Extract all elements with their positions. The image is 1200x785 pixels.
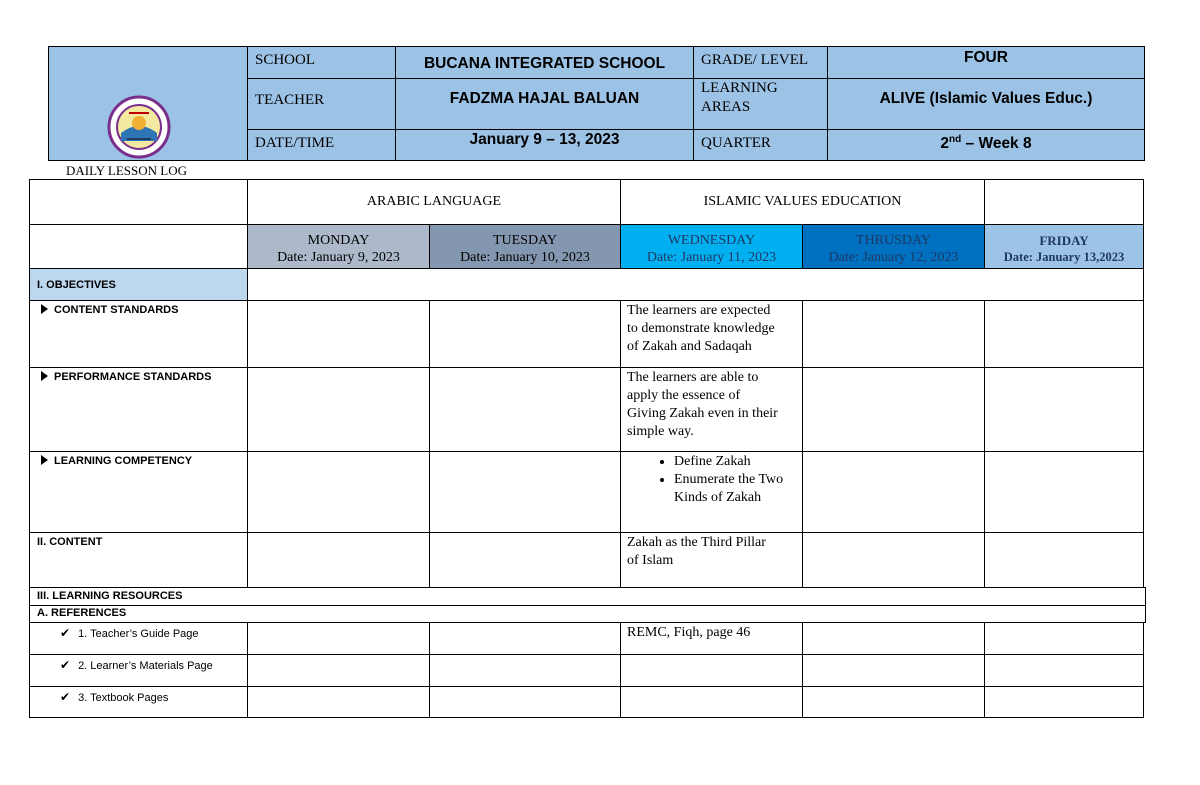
content-line: of Islam — [627, 553, 674, 568]
checkmark-icon: ✔ — [60, 690, 71, 704]
tb-friday — [984, 686, 1144, 718]
content-label: II. CONTENT — [29, 532, 248, 588]
ps-line: apply the essence of — [627, 388, 741, 403]
tb-monday — [247, 686, 430, 718]
school-value: BUCANA INTEGRATED SCHOOL — [395, 46, 694, 79]
cs-wednesday — [620, 300, 803, 368]
tb-thursday — [802, 686, 985, 718]
tg-thursday — [802, 622, 985, 655]
day-thursday-name: THRUSDAY — [856, 233, 931, 248]
performance-standards-label — [29, 367, 248, 453]
school-seal-icon — [107, 95, 171, 159]
day-friday — [984, 224, 1144, 269]
day-friday-date: Date: January 13,2023 — [1003, 250, 1125, 264]
content-line: Zakah as the Third Pillar — [627, 535, 766, 550]
date-label: DATE/TIME — [247, 129, 396, 161]
competency-item: • Define Zakah — [674, 453, 802, 471]
learning-areas-label-line2: AREAS — [701, 99, 751, 115]
ps-wednesday — [620, 367, 803, 453]
teacher-value: FADZMA HAJAL BALUAN — [395, 78, 694, 130]
cs-monday — [247, 300, 430, 368]
cs-friday — [984, 300, 1144, 368]
cs-thursday — [802, 300, 985, 368]
cs-line: The learners are expected — [627, 303, 771, 318]
lc-thursday — [802, 451, 985, 534]
competency-list — [621, 453, 802, 489]
teachers-guide-text: 1. Teacher’s Guide Page — [78, 628, 199, 640]
lm-friday — [984, 654, 1144, 687]
lm-monday — [247, 654, 430, 687]
lc-monday — [247, 451, 430, 534]
cs-line: to demonstrate knowledge — [627, 321, 775, 336]
cs-line: of Zakah and Sadaqah — [627, 339, 752, 354]
ct-wednesday — [620, 532, 803, 588]
learners-materials-label — [29, 654, 248, 687]
references-heading: A. REFERENCES — [29, 605, 1146, 623]
tg-friday — [984, 622, 1144, 655]
day-monday-name: MONDAY — [307, 233, 370, 248]
checkmark-icon: ✔ — [60, 626, 71, 640]
learning-areas-label-line1: LEARNING — [701, 80, 778, 96]
tg-tuesday — [429, 622, 621, 655]
quarter-suffix: nd — [949, 134, 962, 145]
corner-cell — [29, 179, 248, 225]
tb-wednesday — [620, 686, 803, 718]
day-monday-date: Date: January 9, 2023 — [277, 250, 400, 265]
subject-empty — [984, 179, 1144, 225]
ps-tuesday — [429, 367, 621, 453]
ct-tuesday — [429, 532, 621, 588]
school-label: SCHOOL — [247, 46, 396, 79]
cs-tuesday — [429, 300, 621, 368]
objectives-span — [247, 268, 1144, 301]
doc-title: DAILY LESSON LOG — [66, 163, 187, 178]
ps-line: Giving Zakah even in their — [627, 406, 778, 421]
day-header-blank — [29, 224, 248, 269]
lc-wednesday — [620, 451, 803, 534]
quarter-number: 2 — [940, 135, 950, 153]
day-wednesday-name: WEDNESDAY — [667, 233, 756, 248]
ps-friday — [984, 367, 1144, 453]
day-wednesday-date: Date: January 11, 2023 — [646, 250, 777, 265]
checkmark-icon: ✔ — [60, 658, 71, 672]
day-tuesday-date: Date: January 10, 2023 — [460, 250, 590, 265]
ps-line: simple way. — [627, 424, 694, 439]
ps-thursday — [802, 367, 985, 453]
competency-item-continued: Kinds of Zakah — [674, 490, 762, 505]
day-tuesday-name: TUESDAY — [492, 233, 558, 248]
performance-standards-text: PERFORMANCE STANDARDS — [54, 371, 212, 383]
tg-wednesday: REMC, Fiqh, page 46 — [620, 622, 803, 655]
tb-tuesday — [429, 686, 621, 718]
tg-monday — [247, 622, 430, 655]
ps-line: The learners are able to — [627, 370, 759, 385]
subject-arabic: ARABIC LANGUAGE — [247, 179, 621, 225]
learners-materials-text: 2. Learner’s Materials Page — [78, 660, 213, 672]
quarter-value — [827, 129, 1145, 161]
day-monday — [247, 224, 430, 269]
content-standards-text: CONTENT STANDARDS — [54, 304, 179, 316]
learning-competency-text: LEARNING COMPETENCY — [54, 455, 193, 467]
lm-thursday — [802, 654, 985, 687]
learning-areas-label — [693, 78, 828, 130]
subject-ive: ISLAMIC VALUES EDUCATION — [620, 179, 985, 225]
quarter-label: QUARTER — [693, 129, 828, 161]
ct-thursday — [802, 532, 985, 588]
day-thursday — [802, 224, 985, 269]
textbook-label — [29, 686, 248, 718]
learning-resources-heading: III. LEARNING RESOURCES — [29, 587, 1146, 606]
date-value: January 9 – 13, 2023 — [395, 129, 694, 161]
ct-friday — [984, 532, 1144, 588]
learning-competency-label — [29, 451, 248, 534]
lc-tuesday — [429, 451, 621, 534]
day-wednesday — [620, 224, 803, 269]
day-thursday-date: Date: January 12, 2023 — [828, 250, 959, 265]
lc-friday — [984, 451, 1144, 534]
day-tuesday — [429, 224, 621, 269]
arrow-bullet-icon — [41, 455, 48, 465]
learning-areas-value: ALIVE (Islamic Values Educ.) — [827, 78, 1145, 130]
lm-wednesday — [620, 654, 803, 687]
teachers-guide-label — [29, 622, 248, 655]
day-friday-name: FRIDAY — [1039, 233, 1089, 248]
content-standards-label — [29, 300, 248, 368]
textbook-text: 3. Textbook Pages — [78, 692, 169, 704]
logo-cell — [48, 46, 248, 161]
quarter-week: – Week 8 — [961, 135, 1032, 153]
teacher-label: TEACHER — [247, 78, 396, 130]
competency-item: • Enumerate the Two — [674, 471, 802, 489]
ct-monday — [247, 532, 430, 588]
arrow-bullet-icon — [41, 304, 48, 314]
objectives-heading: I. OBJECTIVES — [29, 268, 248, 301]
lm-tuesday — [429, 654, 621, 687]
grade-value: FOUR — [827, 46, 1145, 79]
arrow-bullet-icon — [41, 371, 48, 381]
grade-label: GRADE/ LEVEL — [693, 46, 828, 79]
ps-monday — [247, 367, 430, 453]
